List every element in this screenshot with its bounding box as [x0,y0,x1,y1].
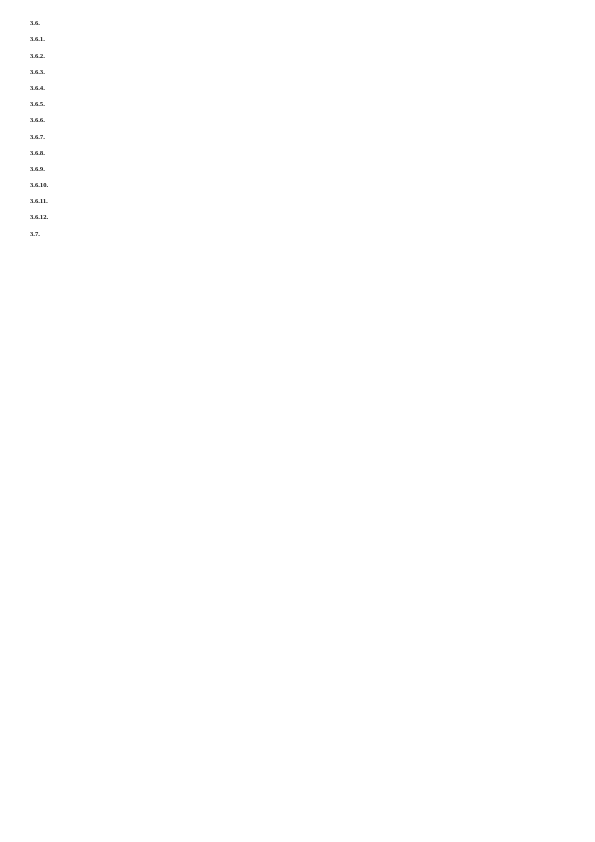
clause-number: 3.6.7. [30,133,45,141]
clause-paragraph [30,35,567,44]
clause-paragraph [30,230,567,239]
clause-number: 3.6.5. [30,101,45,109]
clause-number: 3.6. [30,20,40,28]
clause-number: 3.7. [30,230,40,238]
clause-paragraph [30,165,567,174]
clause-paragraph [30,133,567,142]
clause-number: 3.6.12. [30,214,49,222]
clause-paragraph [30,52,567,61]
clause-number: 3.6.6. [30,117,45,125]
clause-number: 3.6.2. [30,52,45,60]
clause-number: 3.6.10. [30,182,49,190]
clause-paragraph [30,84,567,93]
clause-paragraph [30,116,567,125]
clause-number: 3.6.1. [30,36,45,44]
clause-paragraph [30,68,567,77]
clause-paragraph [30,100,567,109]
clause-paragraph [30,213,567,222]
clause-paragraph [30,197,567,206]
clause-number: 3.6.11. [30,198,48,206]
clause-number: 3.6.8. [30,149,45,157]
clause-number: 3.6.9. [30,165,45,173]
clause-paragraph [30,149,567,158]
clause-number: 3.6.4. [30,84,45,92]
clause-paragraph [30,19,567,28]
clause-number: 3.6.3. [30,68,45,76]
clause-paragraph [30,181,567,190]
